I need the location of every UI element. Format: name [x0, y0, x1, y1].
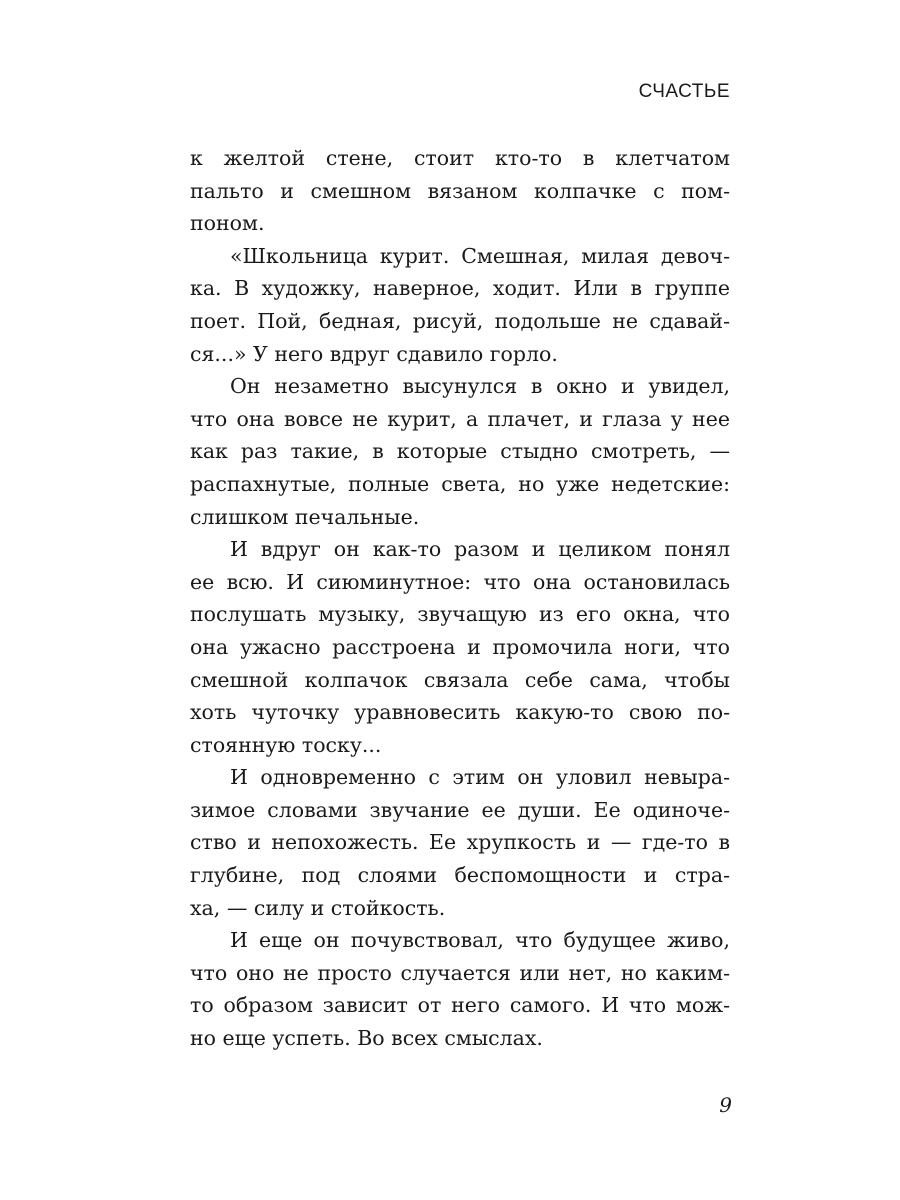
text-line: И еще он почувствовал, что будущее живо,	[230, 928, 730, 953]
text-line: слишком печальные.	[190, 504, 420, 529]
text-line: послушать музыку, звучащую из его окна, что	[190, 602, 730, 627]
running-head: СЧАСТЬЕ	[638, 81, 730, 102]
paragraph	[190, 924, 730, 1054]
text-line: ся...» У него вдруг сдавило горло.	[190, 341, 558, 366]
text-line: пальто и смешном вязаном колпачке с пом-	[190, 178, 730, 203]
text-line: смешной колпачок связала себе сама, чтобы	[190, 667, 730, 692]
text-line: зимое словами звучание ее души. Ее одиноче-	[190, 797, 730, 822]
text-line: стоянную тоску...	[190, 732, 382, 757]
page-number: 9	[719, 1093, 732, 1117]
text-line: как раз такие, в которые стыдно смотреть, —	[190, 439, 730, 464]
text-line: ство и непохожесть. Ее хрупкость и — где-то в	[190, 830, 730, 855]
text-line: ее всю. И сиюминутное: что она остановилась	[190, 569, 730, 594]
text-line: поном.	[190, 211, 265, 236]
text-line: поет. Пой, бедная, рисуй, подольше не сдавай-	[190, 308, 730, 333]
text-line: но еще успеть. Во всех смыслах.	[190, 1026, 543, 1051]
text-line: хоть чуточку уравновесить какую-то свою по-	[190, 700, 730, 725]
text-line: распахнутые, полные света, но уже недетские:	[190, 471, 730, 496]
text-line: И одновременно с этим он уловил невыра-	[230, 765, 730, 790]
text-line: Он незаметно высунулся в окно и увидел,	[230, 374, 730, 399]
paragraph	[190, 142, 730, 240]
text-line: ха, — силу и стойкость.	[190, 895, 446, 920]
text-line: И вдруг он как-то разом и целиком понял	[230, 537, 730, 562]
text-line: к желтой стене, стоит кто-то в клетчатом	[190, 146, 730, 170]
body-text	[190, 142, 730, 1055]
paragraph	[190, 761, 730, 924]
text-line: что оно не просто случается или нет, но каким-	[190, 960, 730, 985]
text-line: «Школьница курит. Смешная, милая девоч-	[230, 243, 730, 268]
text-line: что она вовсе не курит, а плачет, и глаза у нее	[190, 406, 730, 431]
text-line: ка. В художку, наверное, ходит. Или в группе	[190, 276, 730, 301]
text-line: она ужасно расстроена и промочила ноги, что	[190, 634, 730, 659]
paragraph	[190, 370, 730, 533]
text-line: то образом зависит от него самого. И что мож-	[190, 993, 730, 1018]
paragraph	[190, 240, 730, 370]
paragraph	[190, 533, 730, 761]
text-line: глубине, под слоями беспомощности и стра-	[190, 863, 730, 888]
